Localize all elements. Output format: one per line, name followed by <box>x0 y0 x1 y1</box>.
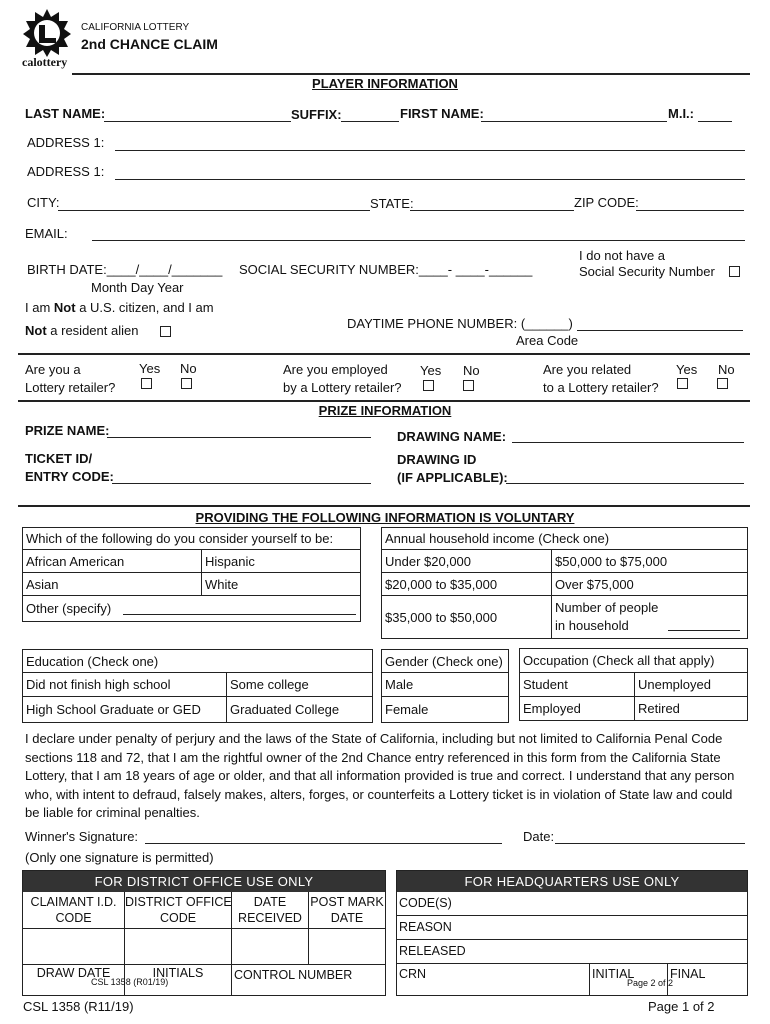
player-section-title: PLAYER INFORMATION <box>312 76 458 91</box>
draw-date-cell[interactable]: DRAW DATE <box>23 965 125 995</box>
occ-retired[interactable]: Retired <box>635 697 748 721</box>
email-label: EMAIL: <box>25 226 68 241</box>
occupation-question: Occupation (Check all that apply) <box>520 649 748 673</box>
birth-date-sublabel: Month Day Year <box>91 280 184 295</box>
district-office-code-cell[interactable]: DISTRICT OFFICE CODE <box>125 892 232 929</box>
claimant-id-cell[interactable]: CLAIMANT I.D. CODE <box>23 892 125 929</box>
non-citizen-checkbox[interactable] <box>160 326 171 337</box>
phone-field[interactable] <box>577 330 743 331</box>
citizen-line-2: Not a resident alien <box>25 323 139 338</box>
q1-yes-label: Yes <box>139 361 161 376</box>
drawing-id-field[interactable] <box>506 483 744 484</box>
email-field[interactable] <box>92 240 745 241</box>
reason-cell[interactable]: REASON <box>397 916 747 940</box>
household-size-field[interactable] <box>668 630 740 631</box>
ticket-id-label-1: TICKET ID/ <box>25 451 93 466</box>
citizen-line-1: I am Not a U.S. citizen, and I am <box>25 300 214 315</box>
last-name-field[interactable] <box>104 121 291 122</box>
ssn-label[interactable]: SOCIAL SECURITY NUMBER:____- ____-______ <box>239 262 533 277</box>
headquarters-box <box>396 870 748 996</box>
address2-label: ADDRESS 1: <box>27 164 105 179</box>
city-field[interactable] <box>58 210 370 211</box>
city-label: CITY: <box>27 195 60 210</box>
date-label: Date: <box>523 829 555 844</box>
california-lottery-logo <box>22 8 72 70</box>
income-question: Annual household income (Check one) <box>382 528 748 550</box>
mi-label: M.I.: <box>668 106 694 121</box>
drawing-name-label: DRAWING NAME: <box>397 429 507 444</box>
household-size[interactable]: Number of people in household <box>552 596 748 639</box>
drawing-name-field[interactable] <box>512 442 744 443</box>
page-small-label: Page 2 of 2 <box>627 978 674 988</box>
q3-yes-checkbox[interactable] <box>677 378 688 389</box>
signature-note: (Only one signature is permitted) <box>25 850 214 865</box>
zip-field[interactable] <box>636 210 744 211</box>
org-name: CALIFORNIA LOTTERY <box>81 22 190 33</box>
q1-yes-checkbox[interactable] <box>141 378 152 389</box>
income-50k-75k[interactable]: $50,000 to $75,000 <box>552 550 748 573</box>
initial-cell[interactable]: INITIAL <box>590 964 668 995</box>
no-ssn-label-2: Social Security Number <box>579 264 715 279</box>
q2-yes-label: Yes <box>420 363 442 378</box>
q1-no-checkbox[interactable] <box>181 378 192 389</box>
last-name-label: LAST NAME: <box>25 106 106 121</box>
state-field[interactable] <box>410 210 574 211</box>
option-hispanic[interactable]: Hispanic <box>202 550 361 573</box>
address1-field[interactable] <box>115 150 745 151</box>
logo-text: calottery <box>22 55 68 69</box>
district-office-value[interactable] <box>125 929 232 965</box>
lottery-star-icon <box>22 8 72 58</box>
signature-label: Winner's Signature: <box>25 829 139 844</box>
q3-yes-label: Yes <box>676 362 698 377</box>
q3-line-2: to a Lottery retailer? <box>543 380 659 395</box>
q1-line-2: Lottery retailer? <box>25 380 116 395</box>
q3-line-1: Are you related <box>543 362 632 377</box>
post-mark-value[interactable] <box>309 929 385 965</box>
date-received-cell[interactable]: DATE RECEIVED <box>232 892 309 929</box>
edu-graduated-college[interactable]: Graduated College <box>227 697 373 723</box>
q3-no-checkbox[interactable] <box>717 378 728 389</box>
q2-yes-checkbox[interactable] <box>423 380 434 391</box>
ethnicity-table <box>22 527 361 622</box>
address2-field[interactable] <box>115 179 745 180</box>
suffix-field[interactable] <box>341 121 399 122</box>
no-ssn-checkbox[interactable] <box>729 266 740 277</box>
edu-some-college[interactable]: Some college <box>227 673 373 697</box>
ethnicity-question: Which of the following do you consider yourself to be: <box>23 528 361 550</box>
gender-question: Gender (Check one) <box>382 650 509 673</box>
page-number: Page 1 of 2 <box>648 999 715 1014</box>
option-african-american[interactable]: African American <box>23 550 202 573</box>
zip-label: ZIP CODE: <box>574 195 639 210</box>
q3-no-label: No <box>718 362 735 377</box>
gender-table <box>381 649 509 723</box>
crn-cell[interactable]: CRN <box>397 964 590 995</box>
declaration-text: I declare under penalty of perjury and the laws of the State of California, including but not limited to California Penal Code sections 118 and 72, that I am the rightful owner of the 2nd Chance entry referenced in this form from the California State Lottery, that I am 18 years of age or older, and that all information provided is true and correct. I understand that any person who, with intent to defraud, falsely makes, alters, forges, or counterfeits a Lottery ticket is in violation of State law and could be liable for criminal penalties. <box>25 731 735 821</box>
q2-line-2: by a Lottery retailer? <box>283 380 402 395</box>
prize-name-field[interactable] <box>107 437 371 438</box>
released-cell[interactable]: RELEASED <box>397 940 747 964</box>
option-other[interactable]: Other (specify) <box>23 596 361 622</box>
occ-unemployed[interactable]: Unemployed <box>635 673 748 697</box>
first-name-field[interactable] <box>481 121 667 122</box>
section-rule <box>18 400 750 402</box>
first-name-label: FIRST NAME: <box>400 106 484 121</box>
form-title: 2nd CHANCE CLAIM <box>81 36 218 52</box>
ticket-id-label-2: ENTRY CODE: <box>25 469 114 484</box>
other-specify-field[interactable] <box>123 614 356 615</box>
prize-section-title: PRIZE INFORMATION <box>318 403 452 418</box>
final-cell[interactable]: FINAL <box>670 967 706 981</box>
date-received-value[interactable] <box>232 929 309 965</box>
q2-no-label: No <box>463 363 480 378</box>
state-label: STATE: <box>370 196 414 211</box>
csl-small-label: CSL 1358 (R01/19) <box>91 977 169 987</box>
drawing-id-label-1: DRAWING ID <box>397 452 477 467</box>
occupation-table <box>519 648 748 721</box>
gender-female[interactable]: Female <box>382 697 509 723</box>
income-under-20k[interactable]: Under $20,000 <box>382 550 552 573</box>
option-asian[interactable]: Asian <box>23 573 202 596</box>
mi-field[interactable] <box>698 121 732 122</box>
signature-field[interactable] <box>145 843 502 844</box>
area-code-label: Area Code <box>516 333 579 348</box>
district-office-box <box>22 870 386 996</box>
income-table <box>381 527 748 639</box>
claimant-id-value[interactable] <box>23 929 125 965</box>
occ-student[interactable]: Student <box>520 673 635 697</box>
section-rule <box>72 73 750 75</box>
education-table <box>22 649 373 723</box>
q2-no-checkbox[interactable] <box>463 380 474 391</box>
gender-male[interactable]: Male <box>382 673 509 697</box>
edu-hs-graduate[interactable]: High School Graduate or GED <box>23 697 227 723</box>
headquarters-header: FOR HEADQUARTERS USE ONLY <box>397 871 747 892</box>
post-mark-date-cell[interactable]: POST MARK DATE <box>309 892 385 929</box>
initials-cell[interactable]: INITIALS <box>125 965 232 995</box>
edu-not-finished-hs[interactable]: Did not finish high school <box>23 673 227 697</box>
phone-label: DAYTIME PHONE NUMBER: (______) <box>347 316 573 331</box>
section-rule <box>18 353 750 355</box>
voluntary-section-title: PROVIDING THE FOLLOWING INFORMATION IS VOLUNTARY <box>195 510 575 525</box>
income-over-75k[interactable]: Over $75,000 <box>552 573 748 596</box>
q1-line-1: Are you a <box>25 362 81 377</box>
income-20k-35k[interactable]: $20,000 to $35,000 <box>382 573 552 596</box>
district-office-header: FOR DISTRICT OFFICE USE ONLY <box>23 871 385 892</box>
codes-cell[interactable]: CODE(S) <box>397 892 747 916</box>
prize-name-label: PRIZE NAME: <box>25 423 110 438</box>
address1-label: ADDRESS 1: <box>27 135 105 150</box>
income-35k-50k[interactable]: $35,000 to $50,000 <box>382 596 552 639</box>
education-question: Education (Check one) <box>23 650 373 673</box>
section-rule <box>18 505 750 507</box>
option-white[interactable]: White <box>202 573 361 596</box>
suffix-label: SUFFIX: <box>291 107 342 122</box>
form-id: CSL 1358 (R11/19) <box>23 999 134 1014</box>
birth-date-label[interactable]: BIRTH DATE:____/____/_______ <box>27 262 223 277</box>
q2-line-1: Are you employed <box>283 362 388 377</box>
control-number-cell[interactable]: CONTROL NUMBER <box>234 968 353 982</box>
drawing-id-label-2: (IF APPLICABLE): <box>397 470 508 485</box>
occ-employed[interactable]: Employed <box>520 697 635 721</box>
no-ssn-label-1: I do not have a <box>579 248 666 263</box>
date-field[interactable] <box>555 843 745 844</box>
q1-no-label: No <box>180 361 197 376</box>
ticket-id-field[interactable] <box>112 483 371 484</box>
